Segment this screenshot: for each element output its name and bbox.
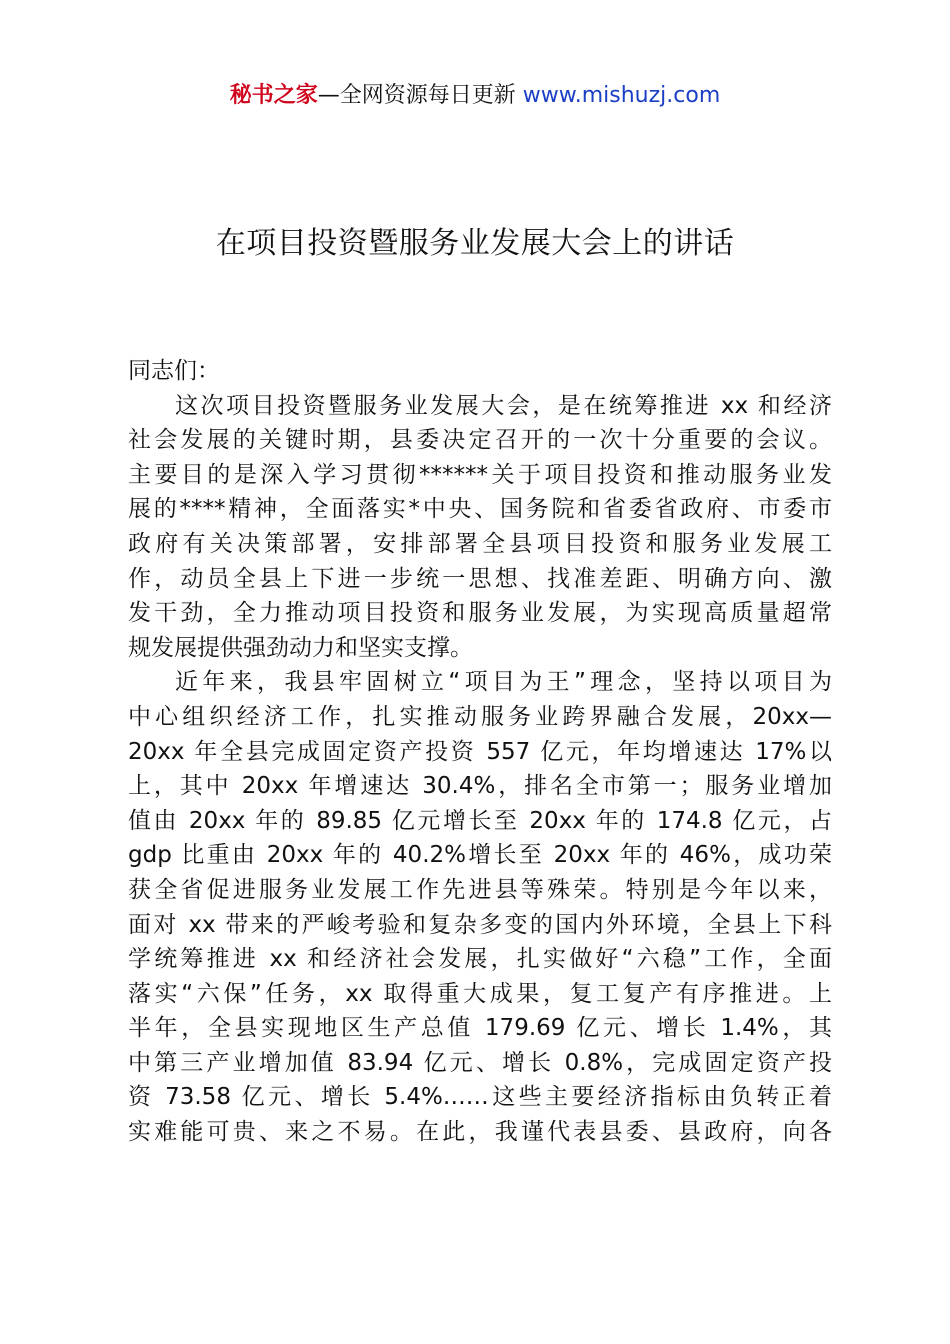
text-line: 中心组织经济工作，扎实推动服务业跨界融合发展，20xx— (128, 703, 832, 730)
paragraph (128, 389, 832, 666)
text-line: 实难能可贵、来之不易。在此，我谨代表县委、县政府，向各 (128, 1119, 832, 1146)
text-line: 上，其中 20xx 年增速达 30.4%，排名全市第一；服务业增加 (128, 773, 832, 800)
text-line: 获全省促进服务业发展工作先进县等殊荣。特别是今年以来， (128, 876, 832, 903)
header-tagline: —全网资源每日更新 (317, 83, 516, 108)
salutation: 同志们： (128, 358, 220, 384)
text-line: 值由 20xx 年的 89.85 亿元增长至 20xx 年的 174.8 亿元，占 (128, 807, 832, 834)
text-line: 20xx 年全县完成固定资产投资 557 亿元，年均增速达 17%以 (128, 738, 832, 765)
document-title: 在项目投资暨服务业发展大会上的讲话 (215, 226, 735, 261)
text-line: 作，动员全县上下进一步统一思想、找准差距、明确方向、激 (128, 565, 832, 592)
text-line: 学统筹推进 xx 和经济社会发展，扎实做好“六稳”工作，全面 (128, 946, 832, 973)
paragraph (128, 665, 832, 1149)
site-url-link[interactable]: www.mishuzj.com (522, 83, 721, 108)
document-body (128, 354, 832, 1150)
brand-name: 秘书之家 (229, 83, 318, 108)
text-line: 落实“六保”任务，xx 取得重大成果，复工复产有序推进。上 (128, 980, 832, 1007)
text-line: 这次项目投资暨服务业发展大会，是在统筹推进 xx 和经济 (175, 392, 832, 419)
text-line: gdp 比重由 20xx 年的 40.2%增长至 20xx 年的 46%，成功荣 (128, 842, 832, 869)
text-line: 资 73.58 亿元、增长 5.4%……这些主要经济指标由负转正着 (128, 1084, 832, 1111)
text-line: 发干劲，全力推动项目投资和服务业发展，为实现高质量超常 (128, 600, 832, 627)
text-line: 规发展提供强劲动力和坚实支撑。 (128, 634, 473, 661)
text-line: 中第三产业增加值 83.94 亿元、增长 0.8%，完成固定资产投 (128, 1049, 832, 1076)
text-line: 政府有关决策部署，安排部署全县项目投资和服务业发展工 (128, 530, 832, 557)
text-line: 面对 xx 带来的严峻考验和复杂多变的国内外环境，全县上下科 (128, 911, 832, 938)
text-line: 社会发展的关键时期，县委决定召开的一次十分重要的会议。 (128, 427, 832, 454)
text-line: 半年，全县实现地区生产总值 179.69 亿元、增长 1.4%，其 (128, 1015, 832, 1042)
site-header (0, 80, 950, 112)
text-line: 主要目的是深入学习贯彻******关于项目投资和推动服务业发 (128, 461, 832, 488)
text-line: 展的****精神，全面落实*中央、国务院和省委省政府、市委市 (128, 496, 832, 523)
text-line: 近年来，我县牢固树立“项目为王”理念，坚持以项目为 (175, 669, 832, 696)
